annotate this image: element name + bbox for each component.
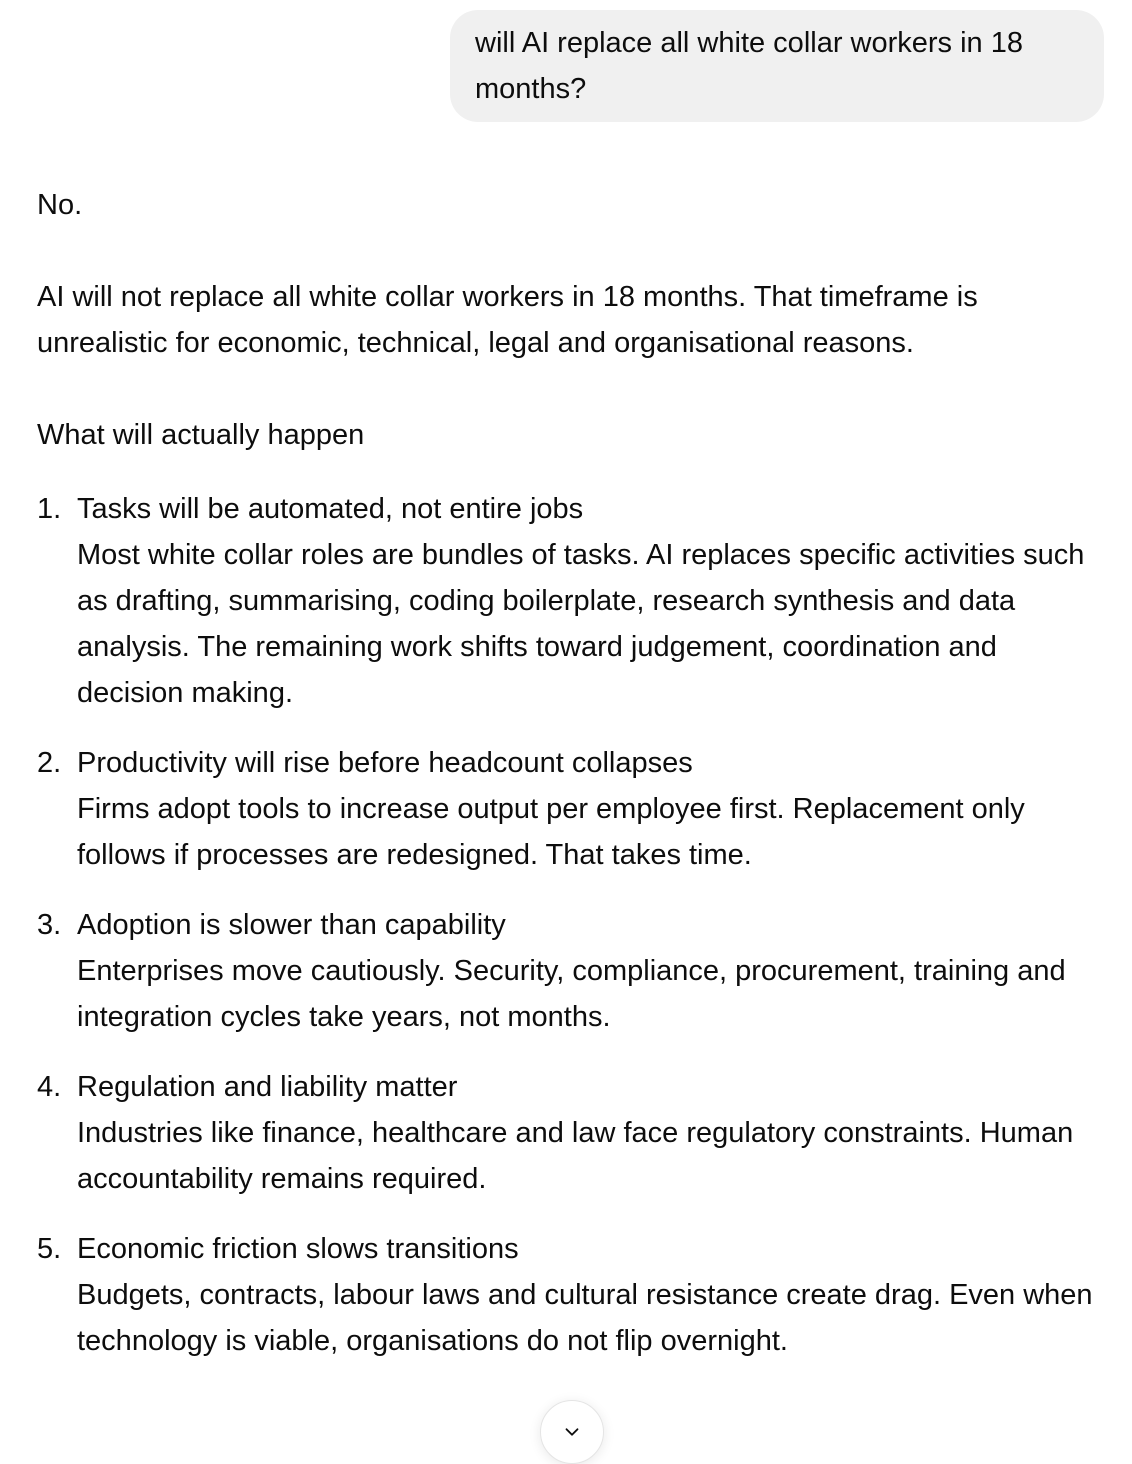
list-item-number: 3. [37,909,62,941]
user-message-row [37,10,1104,122]
list-item-title: Productivity will rise before headcount collapses [77,747,693,779]
list-item-number: 2. [37,747,62,779]
list-item-5 [37,1226,1095,1364]
list-item-body: Budgets, contracts, labour laws and cultural resistance create drag. Even when technology is viable, organisations do not flip overnight. [77,1279,1093,1357]
assistant-paragraph-no: No. [37,189,83,221]
numbered-list [37,486,1095,1364]
list-item-number: 4. [37,1071,62,1103]
assistant-paragraph-list-intro: What will actually happen [37,419,365,451]
list-item-title: Economic friction slows transitions [77,1233,519,1265]
list-item-number: 5. [37,1233,62,1265]
chat-thread [0,10,1132,1364]
chevron-down-icon [561,1421,583,1443]
list-item-2 [37,740,1095,878]
list-item-body: Industries like finance, healthcare and law face regulatory constraints. Human accountability remains required. [77,1117,1074,1195]
user-message-bubble: will AI replace all white collar workers in 18 months? [450,10,1104,122]
list-item-body: Enterprises move cautiously. Security, compliance, procurement, training and integration cycles take years, not months. [77,955,1066,1033]
assistant-paragraph-summary: AI will not replace all white collar workers in 18 months. That timeframe is unrealistic for economic, technical, legal and organisational reasons. [37,281,978,359]
assistant-message [37,182,1095,1364]
list-item-number: 1. [37,493,62,525]
list-item-body: Most white collar roles are bundles of tasks. AI replaces specific activities such as drafting, summarising, coding boilerplate, research synthesis and data analysis. The remaining work shifts toward judgement, coordination and decision making. [77,539,1085,709]
list-item-title: Adoption is slower than capability [77,909,506,941]
list-item-4 [37,1064,1095,1202]
list-item-title: Tasks will be automated, not entire jobs [77,493,584,525]
list-item-body: Firms adopt tools to increase output per employee first. Replacement only follows if processes are redesigned. That takes time. [77,793,1025,871]
list-item-1 [37,486,1095,716]
list-item-3 [37,902,1095,1040]
list-item-title: Regulation and liability matter [77,1071,458,1103]
